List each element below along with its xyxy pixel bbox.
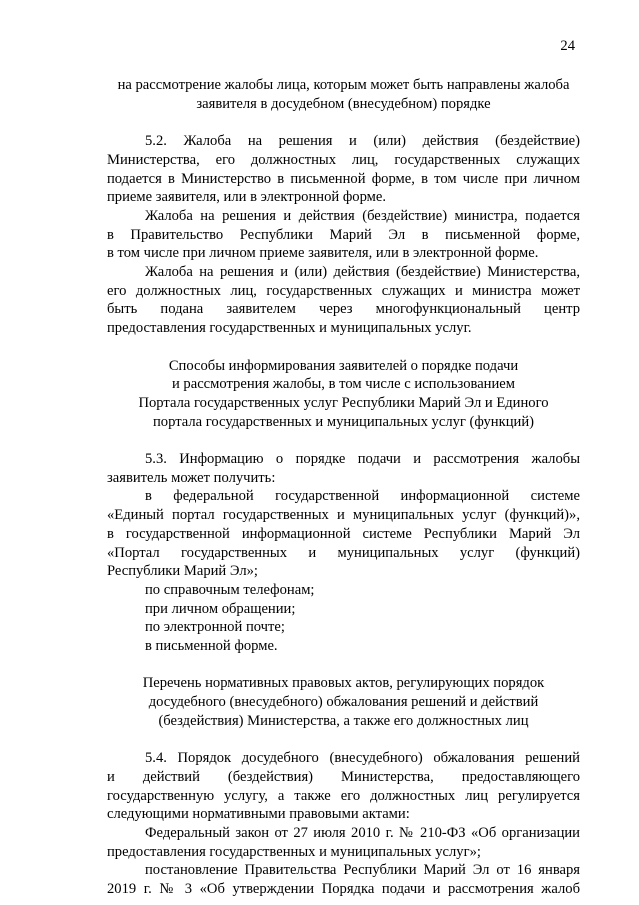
list-item: в письменной форме. [145, 638, 278, 655]
text-line: предоставления государственных и муниципальных услуг»; [107, 843, 481, 860]
text-line: следующими нормативными правовыми актами: [107, 806, 410, 823]
text-line: приеме заявителя, или в электронной форме. [107, 189, 387, 206]
heading-line: заявителя в досудебном (внесудебном) порядке [196, 95, 491, 112]
text-line: в Правительство Республики Марий Эл в письменной форме, [107, 226, 580, 243]
text-line: заявитель может получить: [107, 469, 276, 486]
paragraph-5-4 [107, 749, 580, 899]
heading-line: досудебного (внесудебного) обжалования решений и действий [148, 694, 539, 711]
text-line: подается в Министерство в письменной форме, в том числе при личном [107, 170, 580, 187]
text-line: предоставления государственных и муниципальных услуг. [107, 320, 472, 337]
text-line: в федеральной государственной информационной системе [145, 488, 580, 505]
text-line: Министерства, его должностных лиц, государственных служащих [107, 151, 580, 168]
text-line: Жалоба на решения и (или) действия (бездействие) Министерства, [145, 264, 580, 281]
heading-line: (бездействия) Министерства, а также его должностных лиц [158, 712, 529, 729]
page-number: 24 [560, 38, 575, 54]
text-line: его должностных лиц, государственных служащих и министра может [107, 282, 580, 299]
list-item: при личном обращении; [145, 600, 296, 617]
list-item: по электронной почте; [145, 619, 285, 636]
paragraph-5-3 [107, 450, 580, 656]
text-line: Жалоба на решения и действия (бездействие) министра, подается [145, 207, 580, 224]
document-body [107, 76, 580, 899]
text-line: «Единый портал государственных и муниципальных услуг (функций)», [107, 507, 580, 524]
section-heading [107, 674, 580, 730]
text-line: в том числе при личном приеме заявителя, или в электронной форме. [107, 245, 539, 262]
heading-line: Портала государственных услуг Республики Марий Эл и Единого [138, 394, 549, 411]
text-line: Федеральный закон от 27 июля 2010 г. № 210-ФЗ «Об организации [145, 825, 580, 842]
paragraph-5-2 [107, 132, 580, 207]
paragraph-5-2-mfc [107, 263, 580, 338]
text-line: быть подана заявителем через многофункциональный центр [107, 301, 580, 318]
heading-continuation [107, 76, 580, 113]
text-line: государственную услугу, а также его должностных лиц регулируется [107, 787, 580, 804]
text-line: в государственной информационной системе Республики Марий Эл [107, 525, 580, 542]
text-line: 5.3. Информацию о порядке подачи и рассмотрения жалобы [145, 451, 580, 468]
heading-line: и рассмотрения жалобы, в том числе с использованием [171, 376, 516, 393]
heading-line: Перечень нормативных правовых актов, регулирующих порядок [142, 675, 545, 692]
paragraph-5-2-minister [107, 207, 580, 263]
text-line: 2019 г. № 3 «Об утверждении Порядка подачи и рассмотрения жалоб [107, 881, 580, 898]
text-line: 5.4. Порядок досудебного (внесудебного) обжалования решений [145, 750, 580, 767]
section-heading [107, 357, 580, 432]
text-line: и действий (бездействия) Министерства, предоставляющего [107, 768, 580, 785]
heading-line: Способы информирования заявителей о порядке подачи [168, 357, 519, 374]
text-line: постановление Правительства Республики Марий Эл от 16 января [145, 862, 580, 879]
text-line: 5.2. Жалоба на решения и (или) действия (бездействие) [145, 133, 580, 150]
list-item: по справочным телефонам; [145, 581, 315, 598]
heading-line: портала государственных и муниципальных услуг (функций) [152, 413, 534, 430]
heading-line: на рассмотрение жалобы лица, которым может быть направлены жалоба [117, 77, 570, 93]
text-line: Республики Марий Эл»; [107, 563, 258, 580]
text-line: «Портал государственных и муниципальных услуг (функций) [107, 544, 580, 561]
